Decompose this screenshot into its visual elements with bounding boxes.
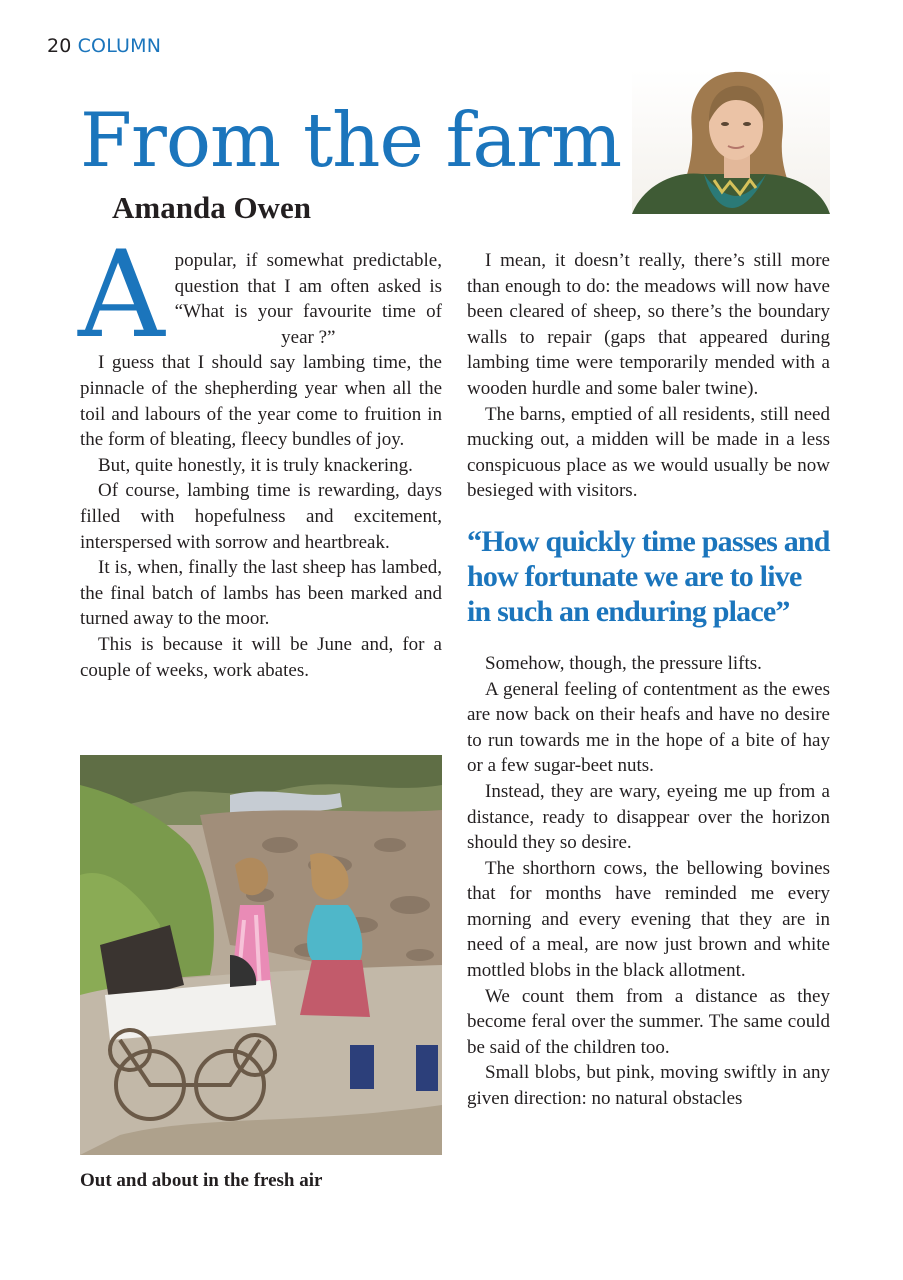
author-name: Amanda Owen [112,190,311,225]
body-paragraph: A general feeling of contentment as the ewes are now back on their heafs and have no desire to run towards me in the hope of a bite of hay or a few sugar-beet nuts. [467,678,830,777]
photo-caption: Out and about in the fresh air [80,1170,323,1191]
page-header [47,35,161,57]
right-column [467,248,830,1112]
opening-paragraph [78,226,442,365]
body-paragraph: The shorthorn cows, the bellowing bovines that for months have reminded me every morning and every evening that they are in need of a meal, are now just brown and white mottled blobs in the black allotment. [467,857,830,982]
body-paragraph: The barns, emptied of all residents, still need mucking out, a midden will be made in a less conspicuous place as we would usually be now besieged with visitors. [467,403,830,502]
author-portrait [632,70,830,214]
portrait-illustration [632,70,830,214]
body-paragraph: Small blobs, but pink, moving swiftly in any given direction: no natural obstacles [467,1062,830,1110]
photo-illustration [80,755,442,1155]
pull-quote: “How quickly time passes and how fortunate we are to live in such an enduring place” [467,524,830,628]
body-paragraph: It is, when, finally the last sheep has lambed, the final batch of lambs has been marked and turned away to the moor. [80,557,442,630]
left-column [78,226,442,683]
body-paragraph: I mean, it doesn’t really, there’s still more than enough to do: the meadows will now have been cleared of sheep, so there’s the boundary walls to repair (gaps that appeared during lambing time were temporarily mended with a wooden hurdle and some baler twine). [467,250,830,399]
page-number: 20 [47,35,72,57]
body-paragraph: Of course, lambing time is rewarding, days filled with hopefulness and excitement, interspersed with sorrow and heartbreak. [80,480,442,553]
body-paragraph: Instead, they are wary, eyeing me up from a distance, ready to disappear over the horizon should they so desire. [467,780,830,854]
body-paragraph: This is because it will be June and, for a couple of weeks, work abates. [80,633,442,681]
body-paragraph: Somehow, though, the pressure lifts. [485,652,762,674]
section-label: COLUMN [77,35,162,57]
body-paragraph: But, quite honestly, it is truly knackering. [98,454,413,476]
article-title: From the farm [80,96,622,184]
body-paragraph: I guess that I should say lambing time, the pinnacle of the shepherding year when all the toil and labours of the year come to fruition in the form of bleating, fleecy bundles of joy. [80,352,442,451]
article-photo [80,755,442,1155]
opening-text: popular, if somewhat predictable, question that I am often asked is “What is your favourite time of year ?” [174,250,442,348]
body-paragraph: We count them from a distance as they become feral over the summer. The same could be said of the children too. [467,985,830,1058]
drop-cap: A [78,226,165,365]
